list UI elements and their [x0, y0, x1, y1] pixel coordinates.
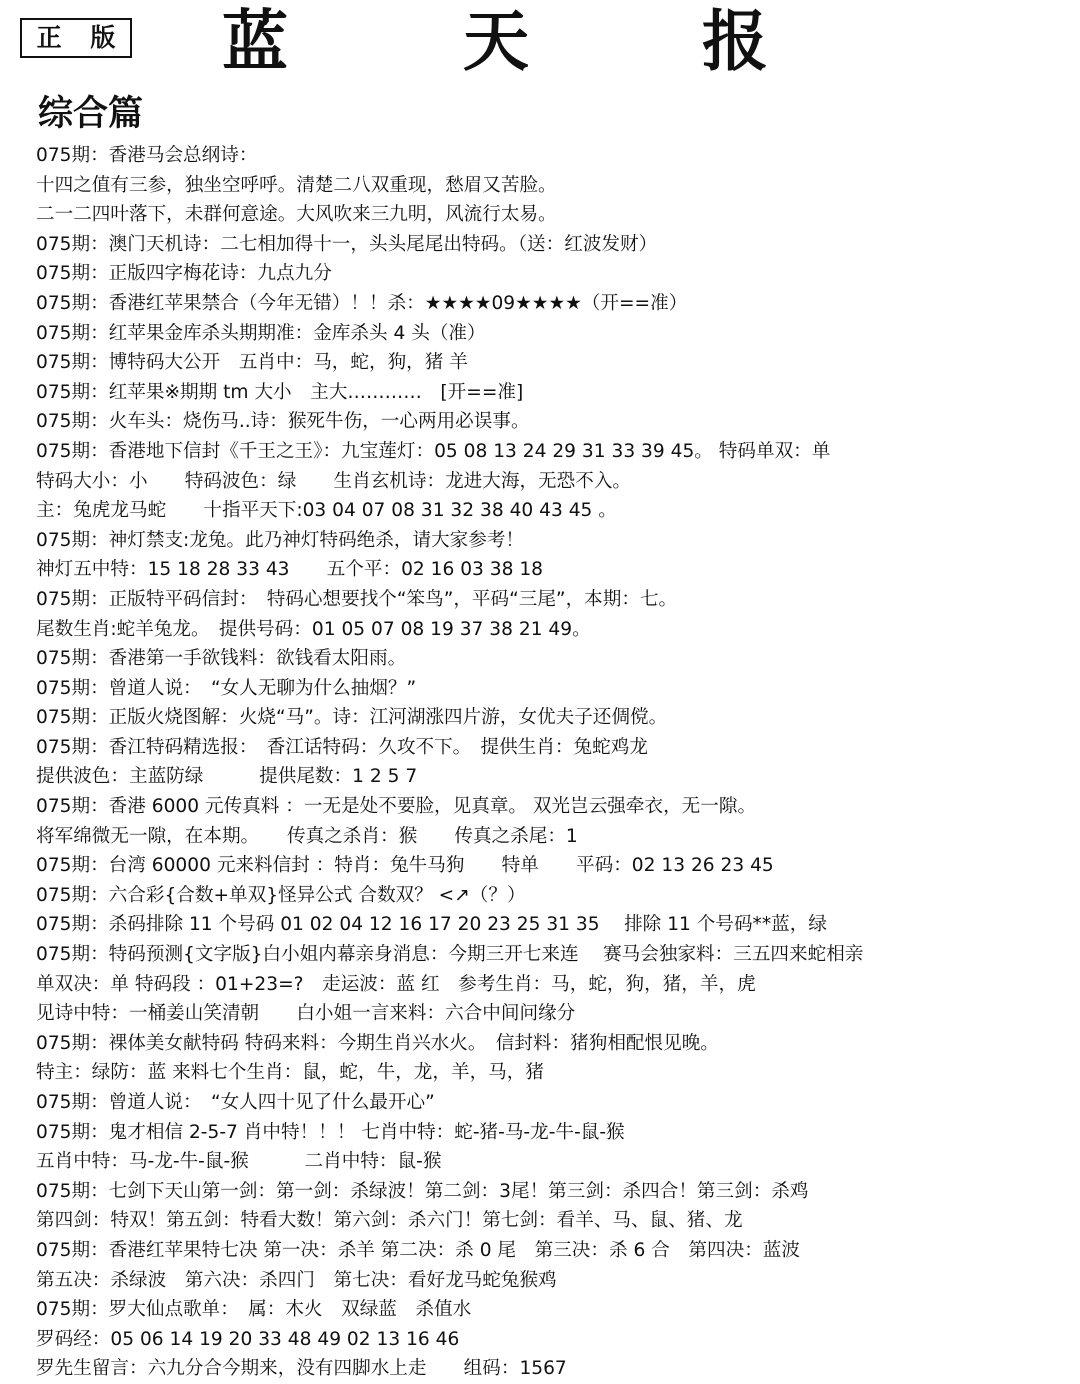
content-line: 第五决：杀绿波 第六决：杀四门 第七决：看好龙马蛇兔猴鸡: [36, 1269, 557, 1291]
content-line: 罗码经：05 06 14 19 20 33 48 49 02 13 16 46: [36, 1328, 460, 1350]
content-line: 第四剑：特双！第五剑：特看大数！第六剑：杀六门！第七剑：看羊、马、鼠、猪、龙: [36, 1210, 743, 1232]
content-line: 特码大小：小 特码波色：绿 生肖玄机诗：龙进大海，无恐不入。: [36, 470, 632, 492]
content-line: 075期：神灯禁支:龙兔。此乃神灯特码绝杀，请大家参考！: [36, 529, 525, 551]
content-line: 见诗中特：一桶姜山笑清朝 白小姐一言来料：六合中间问缘分: [36, 1003, 576, 1025]
content-line: 提供波色：主蓝防绿 提供尾数：1 2 5 7: [36, 766, 418, 788]
content-line: 主：兔虎龙马蛇 十指平天下:03 04 07 08 31 32 38 40 43 45 。: [36, 500, 617, 522]
content-line: 075期：香港地下信封《千王之王》：九宝莲灯：05 08 13 24 29 31 33 39 45。 特码单双：单: [36, 440, 831, 462]
title-char-2: 天: [463, 2, 529, 80]
content-line: 075期：鬼才相信 2-5-7 肖中特！！！ 七肖中特：蛇-猪-马-龙-牛-鼠-猴: [36, 1121, 625, 1143]
content-line: 神灯五中特：15 18 28 33 43 五个平：02 16 03 38 18: [36, 559, 544, 581]
content-line: 075期：香港 6000 元传真料 ：一无是处不要脸，见真章。 双光岂云强牵衣，无一隙。: [36, 796, 757, 818]
content-line: 075期：曾道人说： “女人四十见了什么最开心”: [36, 1092, 435, 1113]
content-line: 075期：六合彩{合数+单双}怪异公式 合数双？ <↗（？）: [36, 884, 526, 906]
content-line: 075期：香港红苹果特七决 第一决：杀羊 第二决：杀 0 尾 第三决：杀 6 合 第四决：蓝波: [36, 1239, 800, 1261]
content-line: 075期：正版火烧图解：火烧“马”。诗：江河湖涨四片游，女优夫子还倜傥。: [36, 707, 668, 729]
content-line: 075期：台湾 60000 元来料信封 ：特肖：兔牛马狗 特单 平码：02 13 26 23 45: [36, 855, 774, 877]
content-line: 将军绵微无一隙，在本期。 传真之杀肖：猴 传真之杀尾：1: [36, 825, 578, 847]
content-line: 075期：正版特平码信封： 特码心想要找个“笨鸟”，平码“三尾”，本期：七。: [36, 588, 678, 610]
content-line: 075期：火车头：烧伤马..诗：猴死牛伤，一心两用必误事。: [36, 411, 530, 433]
content-line: 075期：香江特码精选报： 香江话特码：久攻不下。 提供生肖：兔蛇鸡龙: [36, 736, 648, 758]
content-line: 075期：香港红苹果禁合（今年无错）！！杀：★★★★09★★★★（开==准）: [36, 292, 688, 314]
content-line: 075期：杀码排除 11 个号码 01 02 04 12 16 17 20 23 25 31 35 排除 11 个号码**蓝，绿: [36, 914, 827, 936]
content-line: 075期：香港马会总纲诗：: [36, 145, 258, 166]
content-line: 单双决：单 特码段 ：01+23=? 走运波：蓝 红 参考生肖：马，蛇，狗，猪，羊，虎: [36, 973, 756, 995]
content-line: 二一二四叶落下，未群何意途。大风吹来三九明，风流行太易。: [36, 204, 557, 226]
badge-label: 正 版: [36, 23, 126, 52]
section-title: 综合篇: [38, 93, 144, 134]
masthead: [0, 0, 1080, 90]
content-line: 075期：博特码大公开 五肖中：马，蛇，狗，猪 羊: [36, 352, 468, 374]
content-line: 尾数生肖:蛇羊兔龙。 提供号码：01 05 07 08 19 37 38 21 49。: [36, 618, 591, 640]
content-line: 075期：正版四字梅花诗：九点九分: [36, 263, 332, 285]
content-line: 特主：绿防：蓝 来料七个生肖：鼠，蛇，牛，龙，羊，马，猪: [36, 1062, 544, 1084]
content-line: 075期：特码预测{文字版}白小姐内幕亲身消息：今期三开七来连 赛马会独家料：三五四来蛇相亲: [36, 944, 864, 966]
content-line: 075期：曾道人说： “女人无聊为什么抽烟？”: [36, 677, 417, 699]
content-line: 075期：裸体美女献特码 特码来料：今期生肖兴水火。 信封料：猪狗相配恨见晚。: [36, 1032, 719, 1054]
content-line: 五肖中特：马-龙-牛-鼠-猴 二肖中特：鼠-猴: [36, 1151, 442, 1173]
content-lines: [36, 141, 1066, 1384]
content-line: 十四之值有三参，独坐空呼呼。清楚二八双重现，愁眉又苦脸。: [36, 174, 557, 196]
content-line: 075期：香港第一手欲钱料：欲钱看太阳雨。: [36, 648, 407, 670]
title-char-3: 报: [702, 2, 768, 80]
title-char-1: 蓝: [222, 2, 288, 80]
authentic-edition-badge: [20, 18, 132, 58]
content-line: 罗先生留言：六九分合今期来，没有四脚水上走 组码：1567: [36, 1358, 567, 1380]
content-line: 075期：红苹果※期期 tm 大小 主大………… [开==准]: [36, 381, 524, 403]
content-line: 075期：七剑下天山第一剑：第一剑：杀绿波！第二剑：3尾！第三剑：杀四合！第三剑：杀鸡: [36, 1180, 809, 1202]
content-line: 075期：罗大仙点歌单： 属：木火 双绿蓝 杀值水: [36, 1299, 472, 1321]
content-line: 075期：澳门天机诗：二七相加得十一，头头尾尾出特码。（送：红波发财）: [36, 233, 658, 255]
content-line: 075期：红苹果金库杀头期期准：金库杀头 4 头（准）: [36, 322, 486, 344]
